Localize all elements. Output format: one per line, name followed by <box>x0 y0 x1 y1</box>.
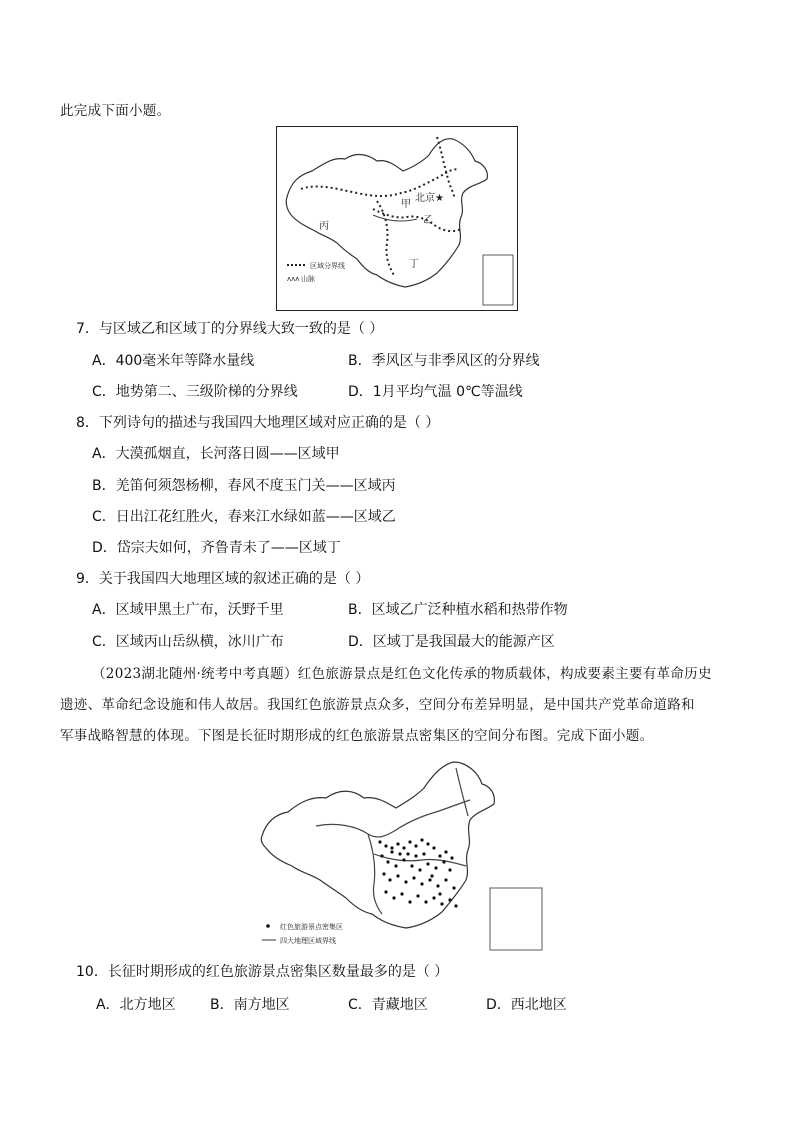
legend-dot-label: 红色旅游景点密集区 <box>280 923 343 931</box>
q8-option-b[interactable]: B．羌笛何须怨杨柳，春风不度玉门关——区域丙 <box>92 478 396 494</box>
intro2-line1: （2023湖北随州·统考中考真题）红色旅游景点是红色文化传承的物质载体，构成要素主要有革命历史 <box>92 666 712 682</box>
south-sea-inset <box>483 255 513 305</box>
q10-option-a[interactable]: A．北方地区 <box>96 997 176 1013</box>
china-outline-2 <box>261 762 494 928</box>
intro2-line3: 军事战略智慧的体现。下图是长征时期形成的红色旅游景点密集区的空间分布图。完成下面小题。 <box>60 728 654 744</box>
legend-dot-symbol <box>266 924 270 928</box>
q10-option-b[interactable]: B．南方地区 <box>210 997 290 1013</box>
q9-option-b[interactable]: B．区域乙广泛种植水稻和热带作物 <box>348 602 568 618</box>
legend-line-label: 四大地理区域界线 <box>280 937 336 945</box>
red-tourism-map <box>256 756 546 952</box>
q10-option-c[interactable]: C．青藏地区 <box>348 997 428 1013</box>
q9-option-a[interactable]: A．区域甲黑土广布，沃野千里 <box>92 602 284 618</box>
boundary-line-west <box>368 834 382 914</box>
q7-option-a[interactable]: A．400毫米年等降水量线 <box>92 353 255 369</box>
q10-option-d[interactable]: D．西北地区 <box>486 997 567 1013</box>
q9-stem: 9．关于我国四大地理区域的叙述正确的是（ ） <box>76 571 370 587</box>
q7-stem: 7．与区域乙和区域丁的分界线大致一致的是（ ） <box>76 321 384 337</box>
q7-option-d[interactable]: D．1月平均气温 0℃等温线 <box>348 384 523 400</box>
q8-stem: 8．下列诗句的描述与我国四大地理区域对应正确的是（ ） <box>76 415 440 431</box>
river-line <box>373 215 417 221</box>
boundary-line-ne <box>456 768 468 816</box>
red-tourism-svg <box>256 756 546 952</box>
region-label-ding: 丁 <box>409 259 419 270</box>
boundary-qinghai-tibet <box>377 201 395 277</box>
region-label-yi: 乙 <box>423 215 433 226</box>
region-label-bing: 丙 <box>319 221 329 232</box>
china-regions-map <box>277 127 517 310</box>
q8-option-d[interactable]: D．岱宗夫如何，齐鲁青未了——区域丁 <box>92 540 341 556</box>
legend-mountain-symbol: ᴧᴧᴧ <box>287 275 300 283</box>
q7-option-c[interactable]: C．地势第二、三级阶梯的分界线 <box>92 384 298 400</box>
boundary-line-qinling <box>374 854 466 866</box>
region-label-jia: 甲 <box>401 199 411 210</box>
q9-option-d[interactable]: D．区域丁是我国最大的能源产区 <box>348 634 555 650</box>
region-map-1 <box>276 126 518 311</box>
legend-mountain-label: 山脉 <box>301 275 315 283</box>
legend-boundary-label: 区域分界线 <box>310 262 345 270</box>
lead-in-text: 此完成下面小题。 <box>60 103 171 119</box>
q10-stem: 10．长征时期形成的红色旅游景点密集区数量最多的是（ ） <box>76 964 449 980</box>
boundary-northeast <box>437 137 455 199</box>
q7-option-b[interactable]: B．季风区与非季风区的分界线 <box>348 353 540 369</box>
south-sea-inset-2 <box>490 888 542 950</box>
boundary-north <box>301 169 459 196</box>
beijing-label: 北京★ <box>415 193 444 204</box>
q8-option-a[interactable]: A．大漠孤烟直，长河落日圆——区域甲 <box>92 446 340 462</box>
q8-option-c[interactable]: C．日出江花红胜火，春来江水绿如蓝——区域乙 <box>92 509 396 525</box>
red-tourism-dots <box>378 838 457 907</box>
q9-option-c[interactable]: C．区域丙山岳纵横，冰川广布 <box>92 634 284 650</box>
intro2-line2: 遗迹、革命纪念设施和伟人故居。我国红色旅游景点众多，空间分布差异明显，是中国共产党革命道路和 <box>60 697 695 713</box>
